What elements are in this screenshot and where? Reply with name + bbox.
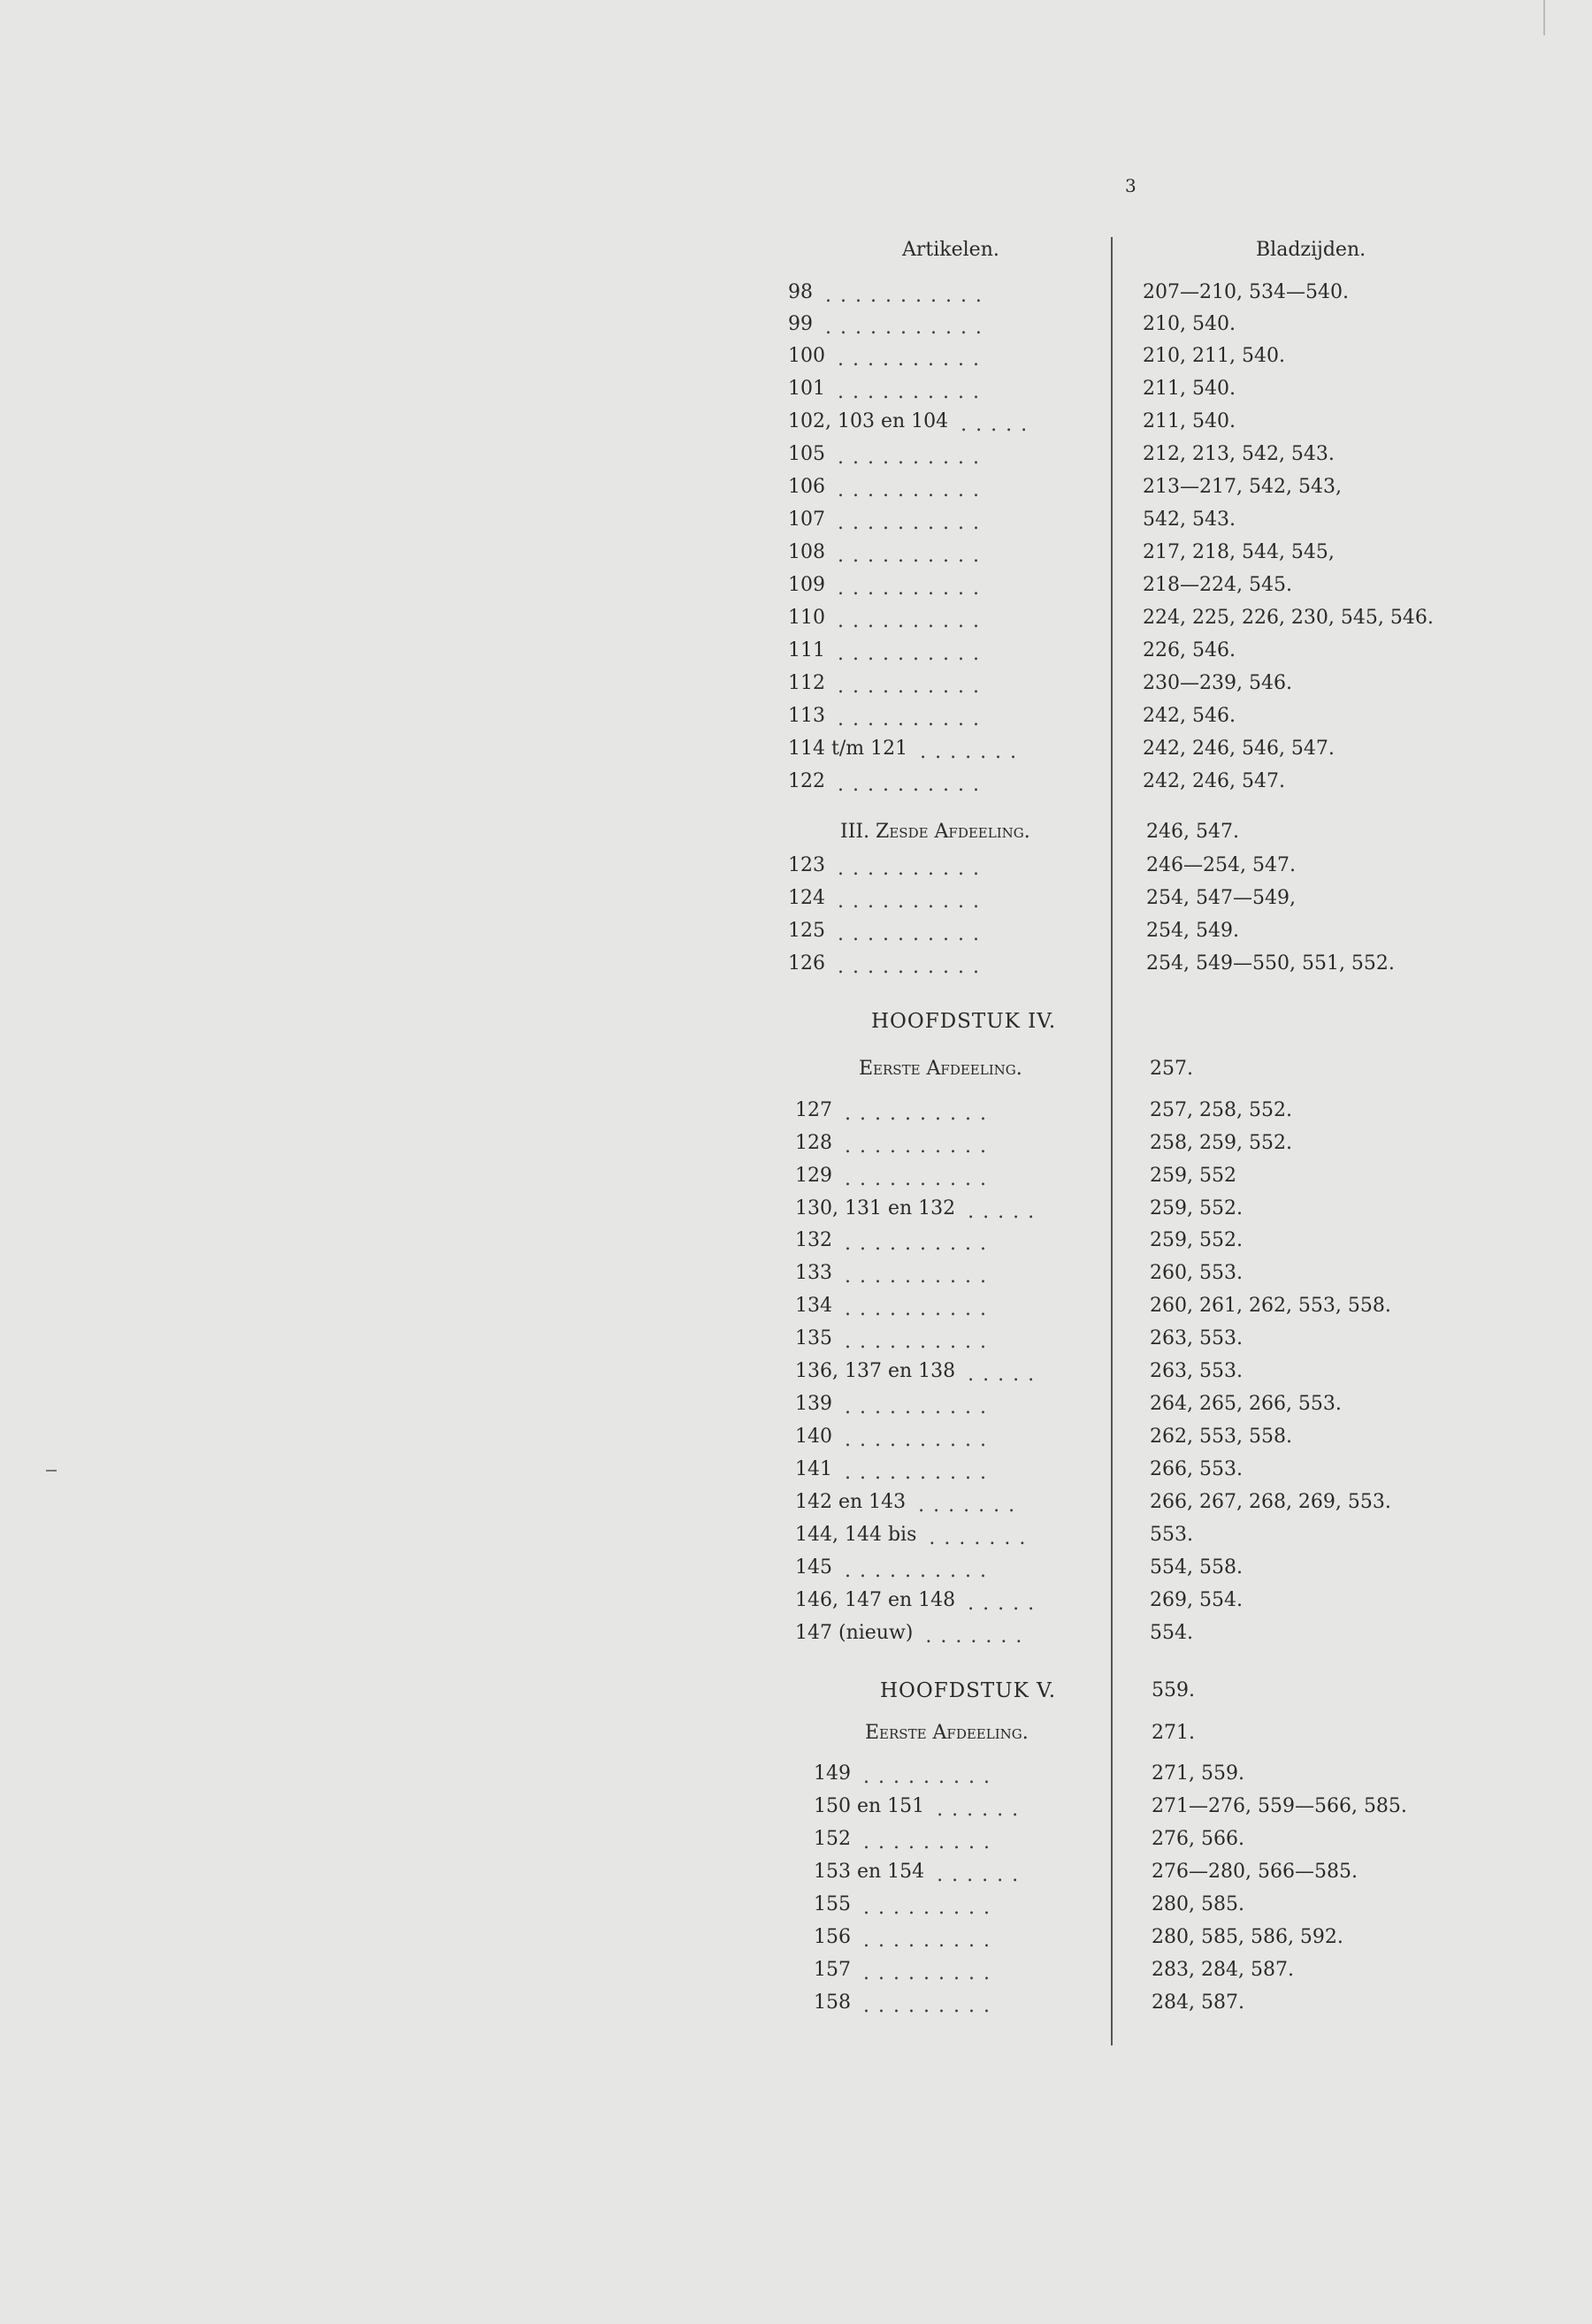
index-row	[0, 1959, 1592, 1991]
page-references: 280, 585.	[1152, 1893, 1244, 1915]
page-references: 257.	[1150, 1058, 1193, 1080]
dot-leader: .......	[920, 741, 1026, 763]
article-number: 157	[814, 1959, 851, 1981]
page-references: 284, 587.	[1152, 1991, 1244, 2014]
article-number: 127	[795, 1099, 832, 1121]
index-row	[0, 378, 1592, 409]
margin-mark	[46, 1470, 57, 1472]
dot-leader: ......	[937, 1799, 1028, 1821]
pages-column-header: Bladzijden.	[1256, 239, 1366, 261]
page-references: 271—276, 559—566, 585.	[1152, 1795, 1407, 1817]
article-number: 146, 147 en 148	[795, 1589, 956, 1611]
index-row	[0, 1828, 1592, 1860]
index-row	[0, 443, 1592, 475]
index-row	[0, 1393, 1592, 1425]
page-references: 260, 553.	[1150, 1262, 1243, 1284]
page-references: 259, 552.	[1150, 1197, 1243, 1219]
dot-leader: .........	[863, 1995, 999, 2017]
index-row	[0, 887, 1592, 919]
dot-leader: ..........	[838, 708, 988, 730]
page-number: 3	[1125, 175, 1137, 196]
article-number: 144, 144 bis	[795, 1524, 917, 1546]
dot-leader: .....	[968, 1364, 1044, 1386]
index-row	[0, 1360, 1592, 1392]
chapter-heading-row	[0, 1679, 1592, 1711]
article-number: 100	[788, 345, 825, 367]
page-references: 276—280, 566—585.	[1152, 1861, 1358, 1883]
dot-leader: ..........	[838, 676, 988, 698]
index-row	[0, 770, 1592, 802]
page-references: 271, 559.	[1152, 1762, 1244, 1785]
dot-leader: ..........	[845, 1265, 995, 1288]
article-number: 156	[814, 1926, 851, 1948]
page-references: 213—217, 542, 543,	[1143, 476, 1342, 498]
index-row	[0, 1991, 1592, 2023]
page-references: 211, 540.	[1143, 378, 1236, 400]
page-references: 246—254, 547.	[1146, 854, 1296, 876]
page-references: 554.	[1150, 1622, 1193, 1644]
dot-leader: .........	[863, 1766, 999, 1788]
index-row	[0, 410, 1592, 442]
dot-leader: ..........	[838, 479, 988, 501]
dot-leader: ..........	[838, 512, 988, 534]
dot-leader: .........	[863, 1930, 999, 1952]
dot-leader: ..........	[838, 577, 988, 600]
article-number: 126	[788, 952, 825, 975]
page-references: 254, 547—549,	[1146, 887, 1296, 909]
article-number: 139	[795, 1393, 832, 1415]
article-number: 158	[814, 1991, 851, 2014]
article-number: 136, 137 en 138	[795, 1360, 956, 1382]
article-number: 112	[788, 672, 825, 694]
page-references: 263, 553.	[1150, 1360, 1243, 1382]
index-row	[0, 1795, 1592, 1827]
page-references: 542, 543.	[1143, 508, 1236, 531]
dot-leader: ..........	[845, 1168, 995, 1190]
dot-leader: ..........	[838, 545, 988, 567]
article-number: 155	[814, 1893, 851, 1915]
page-references: 269, 554.	[1150, 1589, 1243, 1611]
dot-leader: .....	[961, 414, 1037, 436]
page-references: 218—224, 545.	[1143, 574, 1292, 596]
page-references: 210, 211, 540.	[1143, 345, 1285, 367]
index-row	[0, 1622, 1592, 1654]
index-row	[0, 313, 1592, 345]
page-references: 254, 549—550, 551, 552.	[1146, 952, 1395, 975]
dot-leader: ..........	[838, 447, 988, 469]
article-number: 150 en 151	[814, 1795, 925, 1817]
page-references: 210, 540.	[1143, 313, 1236, 335]
article-number: 149	[814, 1762, 851, 1785]
article-number: 123	[788, 854, 825, 876]
index-row	[0, 1458, 1592, 1490]
index-row	[0, 705, 1592, 737]
page-references: 257, 258, 552.	[1150, 1099, 1292, 1121]
page-references: 259, 552	[1150, 1165, 1236, 1187]
article-number: 124	[788, 887, 825, 909]
article-number: 133	[795, 1262, 832, 1284]
page-references: 230—239, 546.	[1143, 672, 1292, 694]
dot-leader: ..........	[845, 1396, 995, 1418]
article-number: 142 en 143	[795, 1491, 907, 1513]
section-heading-row	[0, 821, 1592, 852]
article-number: 101	[788, 378, 825, 400]
dot-leader: ..........	[845, 1331, 995, 1353]
page-references: 559.	[1152, 1679, 1195, 1701]
index-row	[0, 607, 1592, 638]
article-number: 98	[788, 281, 813, 303]
dot-leader: ..........	[845, 1103, 995, 1125]
dot-leader: ..........	[838, 348, 988, 371]
index-row	[0, 476, 1592, 508]
dot-leader: ..........	[845, 1135, 995, 1158]
article-number: 145	[795, 1556, 832, 1579]
page-references: 266, 267, 268, 269, 553.	[1150, 1491, 1391, 1513]
chapter-heading: HOOFDSTUK IV.	[871, 1010, 1057, 1033]
article-number: 102, 103 en 104	[788, 410, 949, 432]
index-row	[0, 1197, 1592, 1229]
index-row	[0, 281, 1592, 313]
index-row	[0, 1229, 1592, 1261]
page-references: 554, 558.	[1150, 1556, 1243, 1579]
article-number: 106	[788, 476, 825, 498]
dot-leader: ..........	[838, 643, 988, 665]
page-references: 276, 566.	[1152, 1828, 1244, 1850]
article-number: 153 en 154	[814, 1861, 925, 1883]
page-references: 242, 546.	[1143, 705, 1236, 727]
dot-leader: .....	[968, 1201, 1044, 1223]
index-row	[0, 1491, 1592, 1523]
dot-leader: ..........	[845, 1233, 995, 1255]
page-references: 207—210, 534—540.	[1143, 281, 1349, 303]
dot-leader: .......	[925, 1625, 1031, 1647]
page-references: 280, 585, 586, 592.	[1152, 1926, 1343, 1948]
article-number: 132	[795, 1229, 832, 1251]
index-row	[0, 1295, 1592, 1326]
article-number: 111	[788, 639, 825, 661]
dot-leader: ..........	[845, 1560, 995, 1582]
page-references: 264, 265, 266, 553.	[1150, 1393, 1342, 1415]
article-number: 108	[788, 541, 825, 563]
article-number: 130, 131 en 132	[795, 1197, 956, 1219]
index-row	[0, 541, 1592, 573]
index-row	[0, 1861, 1592, 1892]
article-number: 125	[788, 920, 825, 942]
dot-leader: .......	[929, 1527, 1035, 1549]
index-row	[0, 672, 1592, 704]
index-row	[0, 1099, 1592, 1131]
index-row	[0, 508, 1592, 540]
index-row	[0, 345, 1592, 377]
page-references: 242, 246, 546, 547.	[1143, 738, 1335, 760]
index-row	[0, 854, 1592, 886]
dot-leader: .........	[863, 1831, 999, 1854]
margin-mark	[1543, 0, 1545, 35]
section-heading-row	[0, 1722, 1592, 1754]
page-references: 262, 553, 558.	[1150, 1426, 1292, 1448]
dot-leader: .........	[863, 1962, 999, 1984]
section-heading: Eerste Afdeeling.	[865, 1722, 1029, 1744]
article-number: 110	[788, 607, 825, 629]
dot-leader: ......	[937, 1864, 1028, 1886]
article-number: 141	[795, 1458, 832, 1480]
page-references: 212, 213, 542, 543.	[1143, 443, 1335, 465]
page-references: 254, 549.	[1146, 920, 1239, 942]
page-references: 258, 259, 552.	[1150, 1132, 1292, 1154]
article-number: 105	[788, 443, 825, 465]
index-row	[0, 1926, 1592, 1958]
page-references: 217, 218, 544, 545,	[1143, 541, 1335, 563]
dot-leader: ..........	[838, 923, 988, 945]
index-row	[0, 1556, 1592, 1588]
index-row	[0, 1262, 1592, 1294]
dot-leader: ..........	[838, 610, 988, 632]
dot-leader: ..........	[838, 858, 988, 880]
article-number: 140	[795, 1426, 832, 1448]
article-number: 114 t/m 121	[788, 738, 908, 760]
index-row	[0, 1589, 1592, 1621]
page-references: 266, 553.	[1150, 1458, 1243, 1480]
index-row	[0, 639, 1592, 671]
article-number: 152	[814, 1828, 851, 1850]
index-row	[0, 738, 1592, 769]
index-row	[0, 920, 1592, 952]
article-number: 147 (nieuw)	[795, 1622, 914, 1644]
article-number: 134	[795, 1295, 832, 1317]
section-heading: III. Zesde Afdeeling.	[840, 821, 1030, 843]
index-row	[0, 952, 1592, 984]
section-heading: Eerste Afdeeling.	[859, 1058, 1022, 1080]
dot-leader: ..........	[845, 1429, 995, 1451]
page-references: 246, 547.	[1146, 821, 1239, 843]
chapter-heading: HOOFDSTUK V.	[880, 1679, 1057, 1702]
articles-column-header: Artikelen.	[902, 239, 999, 261]
page-references: 226, 546.	[1143, 639, 1236, 661]
dot-leader: ...........	[825, 285, 991, 307]
dot-leader: .....	[968, 1593, 1044, 1615]
index-row	[0, 1893, 1592, 1925]
article-number: 122	[788, 770, 825, 792]
dot-leader: ..........	[845, 1462, 995, 1484]
page-references: 283, 284, 587.	[1152, 1959, 1294, 1981]
page-references: 224, 225, 226, 230, 545, 546.	[1143, 607, 1434, 629]
page-references: 271.	[1152, 1722, 1195, 1744]
index-row	[0, 1132, 1592, 1164]
article-number: 107	[788, 508, 825, 531]
dot-leader: .........	[863, 1897, 999, 1919]
section-heading-row	[0, 1058, 1592, 1089]
page-references: 260, 261, 262, 553, 558.	[1150, 1295, 1391, 1317]
index-row	[0, 1524, 1592, 1556]
article-number: 128	[795, 1132, 832, 1154]
dot-leader: ..........	[838, 891, 988, 913]
dot-leader: ..........	[838, 956, 988, 978]
index-row	[0, 1426, 1592, 1457]
page-references: 242, 246, 547.	[1143, 770, 1285, 792]
index-row	[0, 574, 1592, 606]
dot-leader: ..........	[845, 1298, 995, 1320]
index-row	[0, 1165, 1592, 1196]
index-row	[0, 1762, 1592, 1794]
chapter-heading-row	[0, 1010, 1592, 1042]
dot-leader: ..........	[838, 774, 988, 796]
index-row	[0, 1327, 1592, 1359]
article-number: 135	[795, 1327, 832, 1349]
page-references: 263, 553.	[1150, 1327, 1243, 1349]
article-number: 99	[788, 313, 813, 335]
dot-leader: .......	[918, 1495, 1024, 1517]
page-references: 211, 540.	[1143, 410, 1236, 432]
dot-leader: ...........	[825, 317, 991, 339]
dot-leader: ..........	[838, 381, 988, 403]
page-references: 259, 552.	[1150, 1229, 1243, 1251]
article-number: 113	[788, 705, 825, 727]
article-number: 129	[795, 1165, 832, 1187]
article-number: 109	[788, 574, 825, 596]
page-references: 553.	[1150, 1524, 1193, 1546]
